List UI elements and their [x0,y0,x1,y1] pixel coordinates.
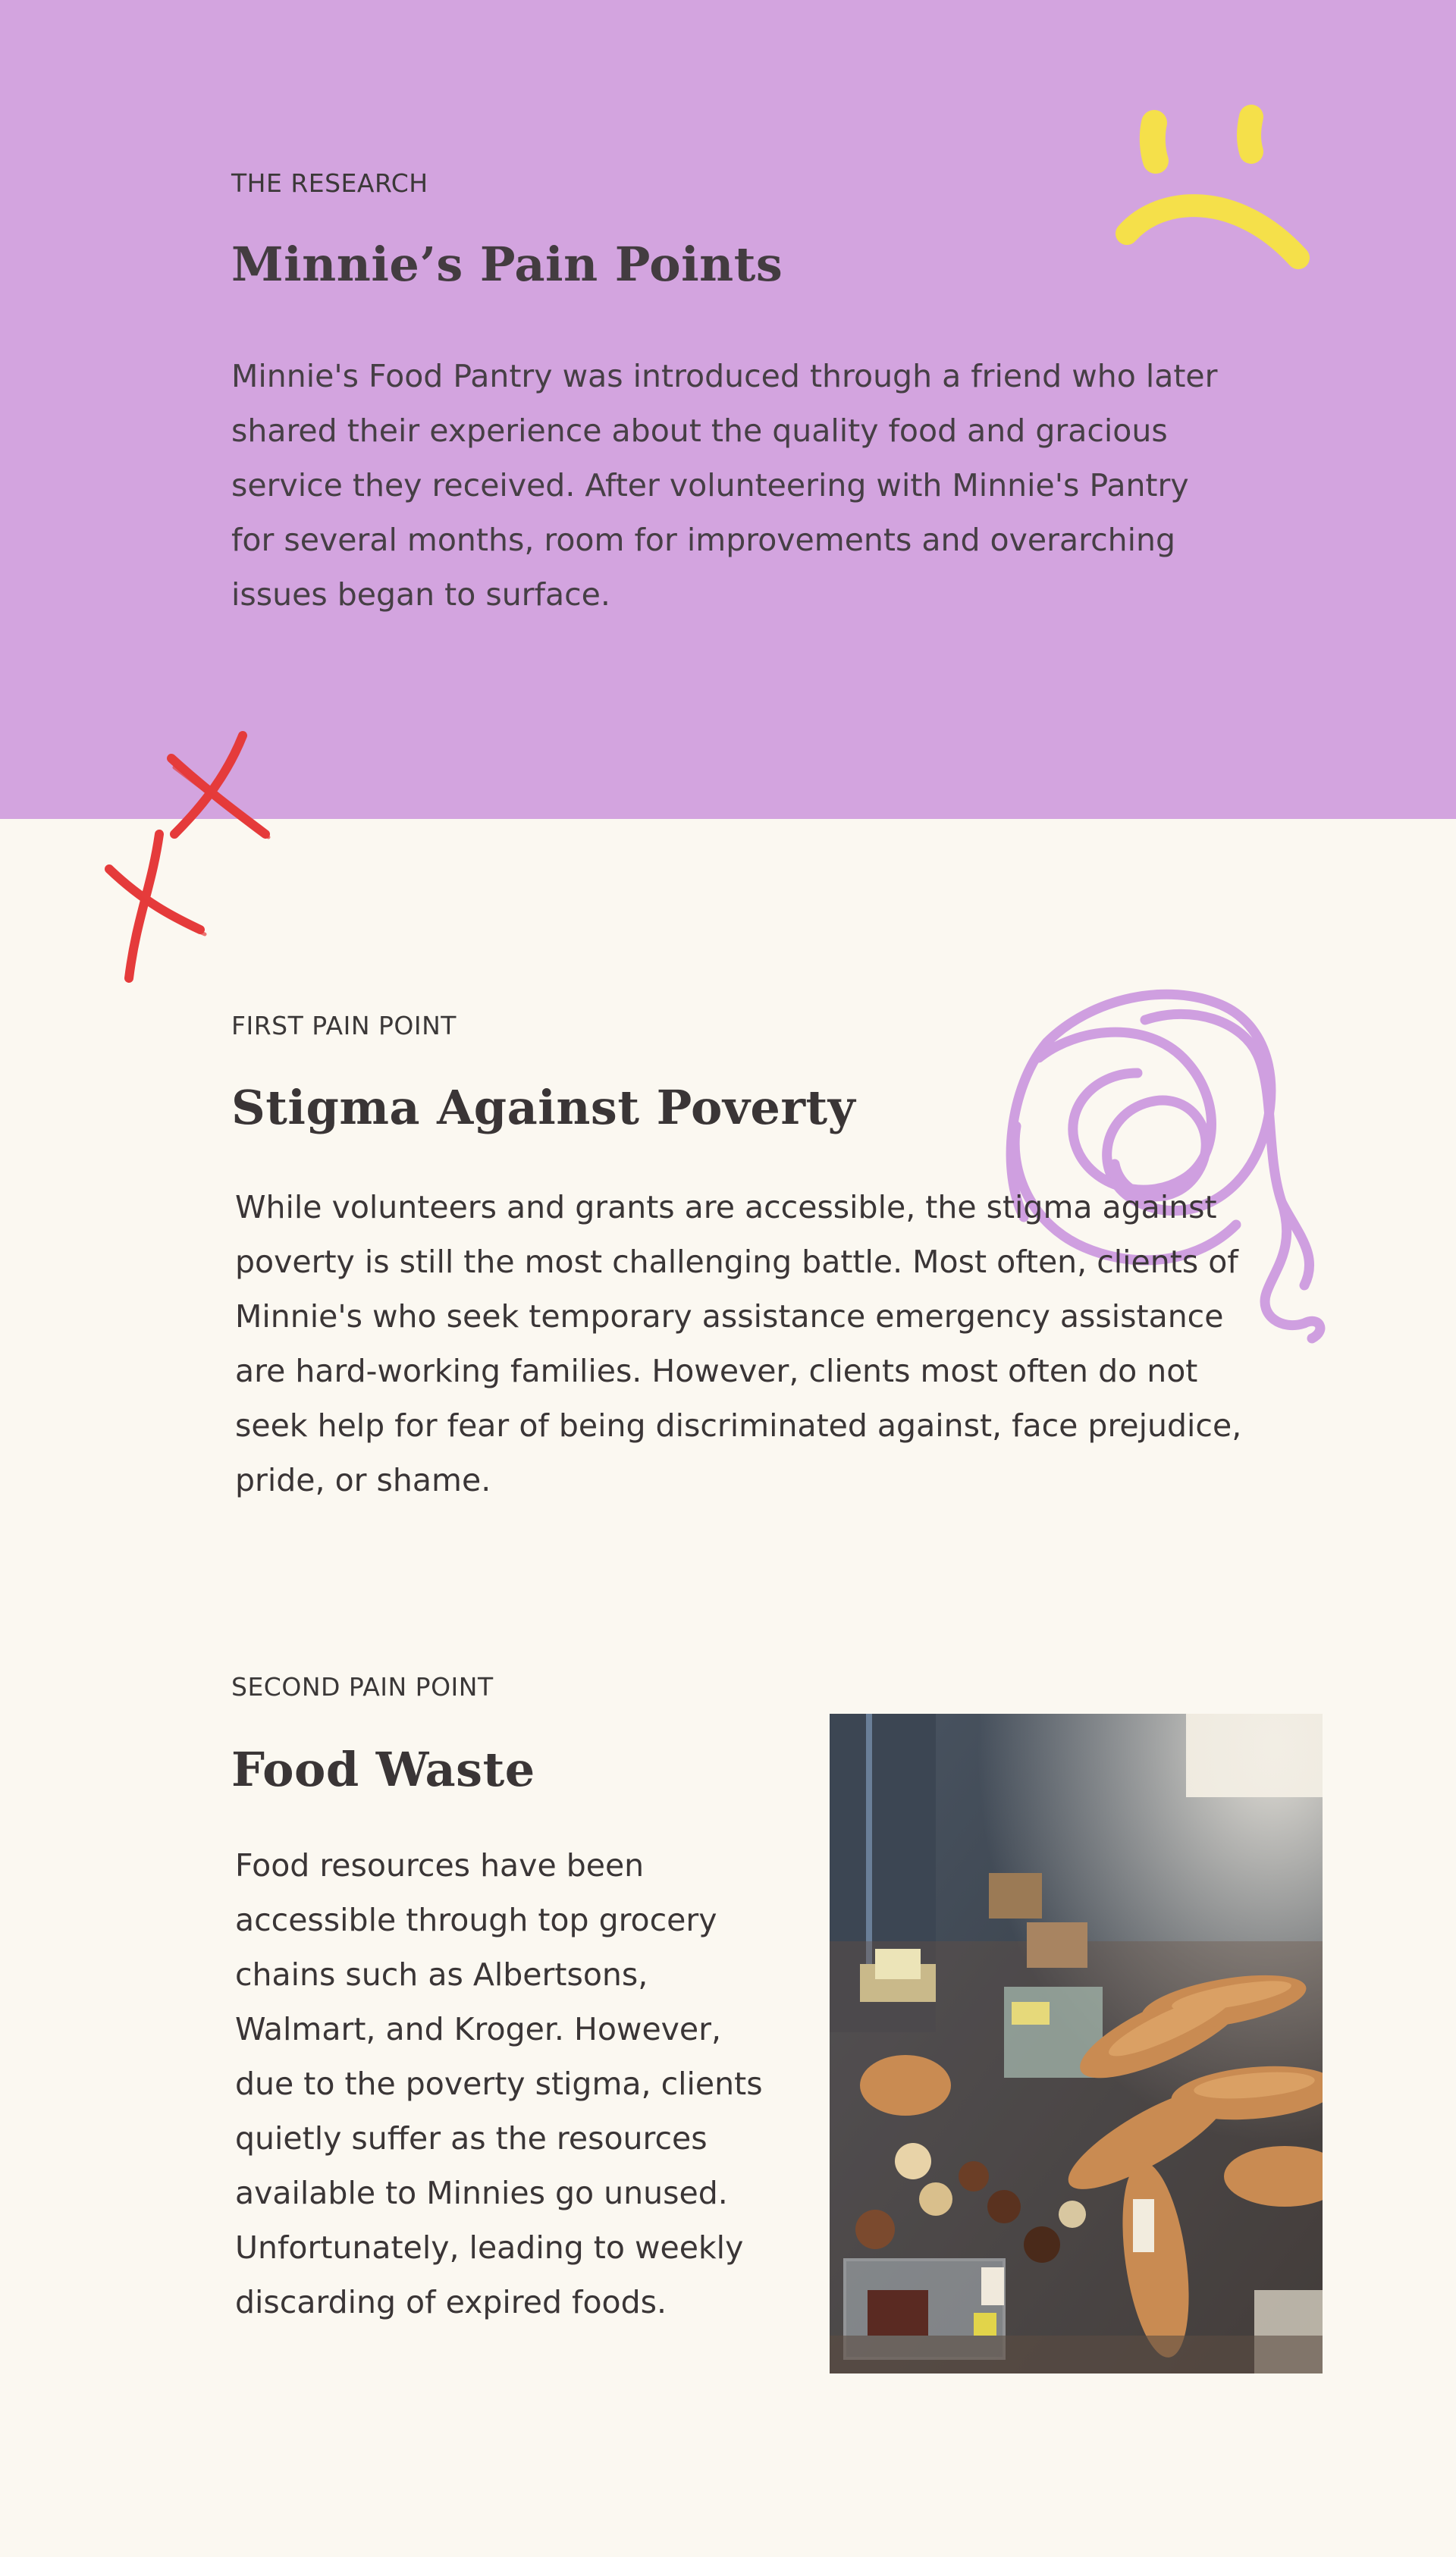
first-pain-point-title: Stigma Against Poverty [231,1080,856,1135]
first-pain-point-description: While volunteers and grants are accessible, the stigma against poverty is still the most challenging battle. Most often, clients of Minnie's who seek temporary assistance emergency assistance are hard-working families. However, clients most often do not seek help for fear of being discriminated against, face prejudice, pride, or shame. [235,1189,1242,1498]
second-pain-point-title: Food Waste [231,1742,535,1797]
food-waste-photo [830,1714,1323,2373]
research-description: Minnie's Food Pantry was introduced through a friend who later shared their experience about the quality food and gracious service they received. After volunteering with Minnie's Pantry for several months, room for improvements and overarching issues began to surface. [231,358,1218,613]
first-pain-point-eyebrow: FIRST PAIN POINT [231,1011,457,1040]
research-eyebrow: THE RESEARCH [231,168,428,198]
second-pain-point-eyebrow: SECOND PAIN POINT [231,1672,494,1702]
page-title: Minnie’s Pain Points [231,237,783,292]
sad-face-doodle-icon [1107,99,1320,281]
x-marks-doodle-icon [99,720,281,993]
second-pain-point-description: Food resources have been accessible through top grocery chains such as Albertsons, Walmart, and Kroger. However, due to the poverty stigma, clients quietly suffer as the resources available to Minnies go unused. Unfortunately, leading to weekly discarding of expired foods. [235,1847,763,2320]
